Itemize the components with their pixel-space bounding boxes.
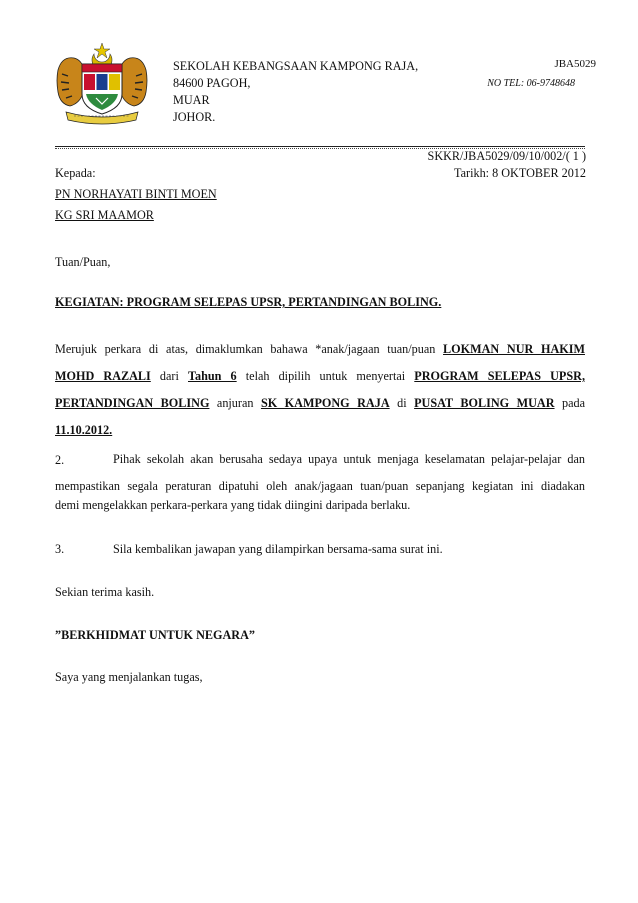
school-code: JBA5029 (554, 58, 596, 70)
program-name-1: PROGRAM SELEPAS UPSR, (414, 369, 585, 383)
p2-line-2 (55, 473, 585, 500)
p2-line-1 (113, 446, 585, 473)
school-name: SEKOLAH KEBANGSAAN KAMPONG RAJA, (173, 59, 419, 73)
p3-text: Sila kembalikan jawapan yang dilampirkan bersama-sama surat ini. (113, 542, 443, 556)
p2-line-1-text: Pihak sekolah akan berusaha sedaya upaya untuk menjaga keselamatan pelajar-pelajar dan (113, 452, 585, 466)
header-divider (55, 146, 585, 147)
reference-number: SKKR/JBA5029/09/10/002/( 1 ) (427, 149, 586, 163)
coat-of-arms-icon (52, 40, 152, 130)
to-label: Kepada: (55, 166, 96, 180)
p1-text-b: dari (150, 369, 188, 383)
venue: PUSAT BOLING MUAR (414, 396, 555, 410)
motto: ”BERKHIDMAT UNTUK NEGARA” (55, 628, 255, 642)
address-line-1: 84600 PAGOH, (173, 76, 251, 90)
student-name-2: MOHD RAZALI (55, 369, 151, 383)
organizer: SK KAMPONG RAJA (260, 396, 390, 410)
event-date: 11.10.2012. (55, 423, 113, 437)
student-class: Tahun 6 (188, 369, 237, 383)
paragraph-1 (55, 336, 585, 444)
student-name-1: LOKMAN NUR HAKIM (443, 342, 585, 356)
subject-line: KEGIATAN: PROGRAM SELEPAS UPSR, PERTANDINGAN BOLING. (55, 295, 442, 309)
p1-text-e: di (389, 396, 415, 410)
p2-line-3: demi mengelakkan perkara-perkara yang tidak diingini daripada berlaku. (55, 498, 411, 512)
recipient-name: PN NORHAYATI BINTI MOEN (55, 187, 217, 201)
p1-text-a: Merujuk perkara di atas, dimaklumkan bahawa *anak/jagaan tuan/puan (55, 342, 444, 356)
letter-date: Tarikh: 8 OKTOBER 2012 (454, 166, 586, 180)
phone-number: NO TEL: 06-9748648 (487, 78, 575, 89)
p1-text-c: telah dipilih untuk menyertai (236, 369, 415, 383)
p3-number: 3. (55, 542, 65, 556)
p2-number: 2. (55, 453, 65, 467)
address-line-2: MUAR (173, 93, 210, 107)
p2-line-2-text: mempastikan segala peraturan dipatuhi oleh anak/jagaan tuan/puan sepanjang kegiatan ini diadakan (55, 479, 585, 493)
p1-text-d: anjuran (209, 396, 261, 410)
thanks: Sekian terima kasih. (55, 585, 155, 599)
address-line-3: JOHOR. (173, 110, 216, 124)
sign-off: Saya yang menjalankan tugas, (55, 670, 203, 684)
program-name-2: PERTANDINGAN BOLING (55, 396, 210, 410)
recipient-address: KG SRI MAAMOR (55, 208, 154, 222)
p1-text-f: pada (554, 396, 586, 410)
salutation: Tuan/Puan, (55, 255, 111, 269)
